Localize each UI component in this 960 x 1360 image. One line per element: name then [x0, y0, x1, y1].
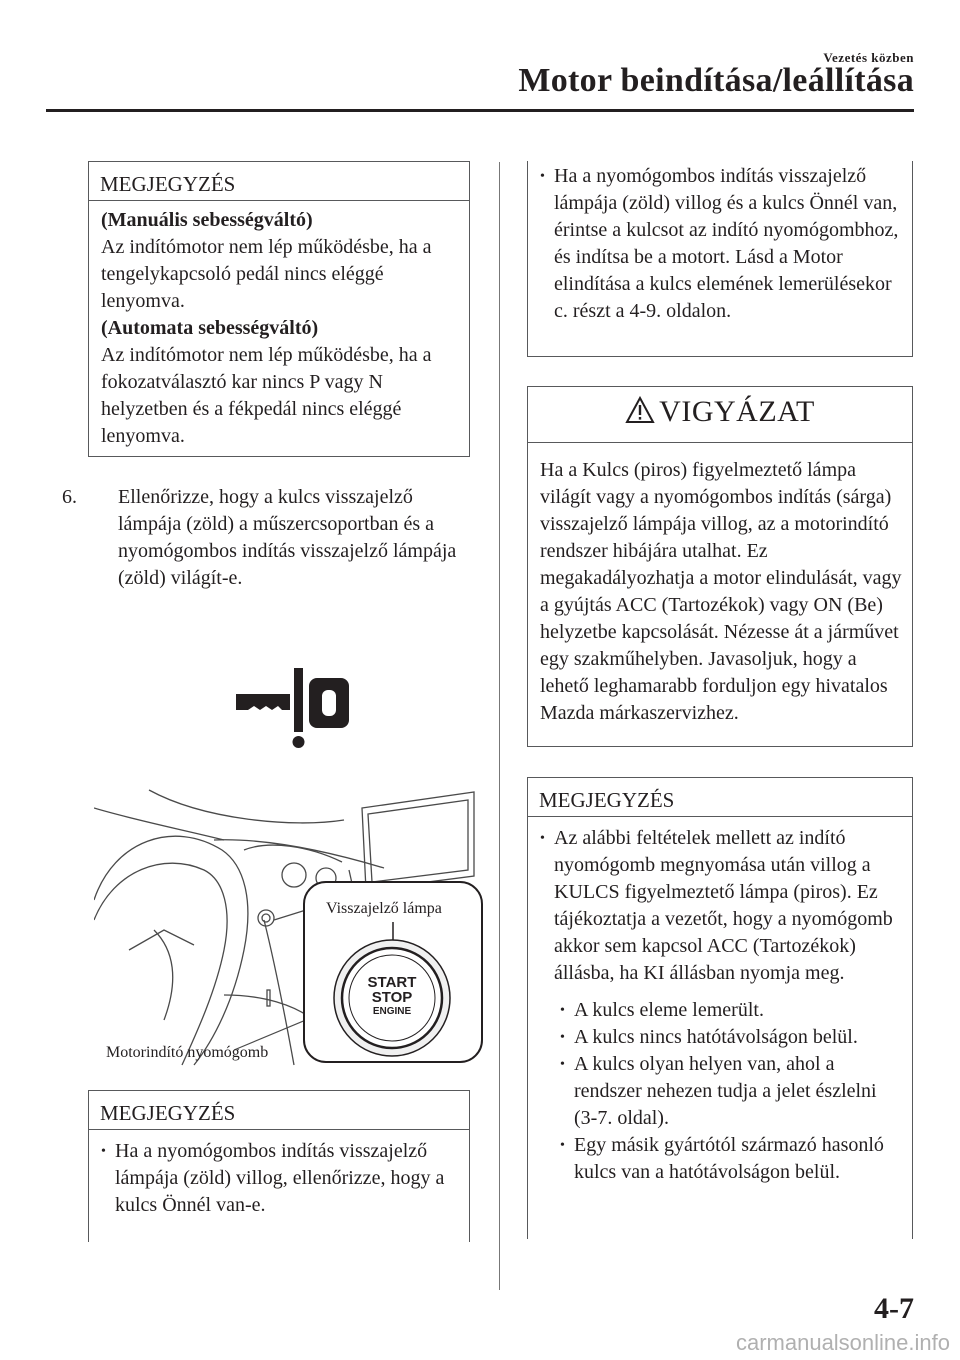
list-item — [560, 1024, 902, 1051]
page-title: Motor beindítása/leállítása — [518, 62, 914, 99]
bullet-text: Ha a nyomógombos indítás visszajelző lámpája (zöld) villog, ellenőrizze, hogy a kulcs Önnél van-e. — [115, 1140, 445, 1216]
watermark: carmanualsonline.info — [735, 1330, 950, 1355]
step-6 — [62, 484, 477, 592]
caution-box — [527, 386, 913, 747]
list-item — [560, 997, 902, 1024]
sub-bullet-text: A kulcs eleme lemerült. — [574, 999, 764, 1021]
callout-start-button: Motorindító nyomógomb — [106, 1044, 269, 1061]
note-body — [89, 201, 469, 458]
note-box-blinking — [88, 1090, 470, 1242]
bullet-dot: • — [101, 1144, 106, 1159]
callout-indicator-lamp: Visszajelző lámpa — [326, 900, 442, 917]
bullet-dot: • — [560, 1030, 565, 1045]
bullet-dot: • — [540, 831, 545, 846]
sub-bullet-text: A kulcs nincs hatótávolságon belül. — [574, 1026, 858, 1048]
note-body — [528, 817, 912, 1194]
caution-text: Ha a Kulcs (piros) figyelmeztető lámpa világít vagy a nyomógombos indítás (sárga) visszajelző lámpája villog, az a motorindító rendszer hibájára utalhat. Ez megakadályozhatja a motor elindulását, vagy a gyújtás ACC (Tartozékok) vagy ON (Be) helyzetbe kapcsolását. Nézesse át a járművet egy szakműhelyben. Javasoljuk, hogy a lehető leghamarabb forduljon egy hivatalos Mazda márkaszervizhez. — [540, 459, 902, 724]
sub-bullet-text: A kulcs olyan helyen van, ahol a rendszer nehezen tudja a jelet észlelni (3-7. oldal). — [574, 1053, 877, 1129]
bullet-dot: • — [560, 1003, 565, 1018]
column-divider — [499, 162, 500, 1290]
key-indicator-icon — [232, 660, 358, 750]
manual-transmission-heading: (Manuális sebességváltó) — [101, 209, 313, 231]
list-item — [540, 825, 902, 987]
list-item — [560, 1132, 902, 1186]
note-box-key-warning — [527, 777, 913, 1239]
list-item — [540, 163, 902, 325]
caution-title — [528, 387, 912, 442]
bullet-dot: • — [540, 169, 545, 184]
caution-title-text: VIGYÁZAT — [659, 395, 815, 428]
note-title: MEGJEGYZÉS — [100, 1101, 236, 1125]
step-text: Ellenőrizze, hogy a kulcs visszajelző lámpája (zöld) a műszercsoportban és a nyomógombos indítás visszajelző lámpája (zöld) világít-e. — [118, 486, 457, 589]
step-number: 6. — [62, 486, 77, 508]
bullet-text: Ha a nyomógombos indítás visszajelző lámpája (zöld) villog és a kulcs Önnél van, érintse a kulcsot az indító nyomógombhoz, és indítsa be a motort. Lásd a Motor elindítása a kulcs elemének lemerülésekor c. részt a 4-9. oldalon. — [554, 165, 899, 322]
note-title: MEGJEGYZÉS — [539, 788, 675, 812]
start-stop-button-label — [342, 975, 442, 1018]
note-body — [528, 161, 912, 333]
button-text-stop: STOP — [371, 989, 413, 1006]
header-rule — [46, 109, 914, 112]
manual-transmission-text: Az indítómotor nem lép működésbe, ha a tengelykapcsoló pedál nincs eléggé lenyomva. — [101, 236, 432, 312]
warning-triangle-icon — [625, 396, 655, 424]
automatic-transmission-text: Az indítómotor nem lép működésbe, ha a fokozatválasztó kar nincs P vagy N helyzetben és a fékpedál nincs eléggé lenyomva. — [101, 344, 432, 447]
note-box-transmission — [88, 161, 470, 457]
page-number: 4-7 — [874, 1292, 914, 1325]
bullet-dot: • — [560, 1138, 565, 1153]
button-text-engine: ENGINE — [372, 1006, 412, 1017]
section-header: Vezetés közben — [823, 50, 914, 65]
note-box-continued — [527, 161, 913, 357]
sub-bullet-text: Egy másik gyártótól származó hasonló kulcs van a hatótávolságon belül. — [574, 1134, 884, 1183]
bullet-dot: • — [560, 1057, 565, 1072]
list-item — [560, 1051, 902, 1132]
button-text-start: START — [367, 974, 417, 991]
dashboard-illustration — [94, 780, 484, 1070]
automatic-transmission-heading: (Automata sebességváltó) — [101, 317, 319, 339]
bullet-text: Az alábbi feltételek mellett az indító nyomógomb megnyomása után villog a KULCS figyelmeztető lámpa (piros). Ez tájékoztatja a vezetőt, hogy a nyomógomb akkor sem kapcsol ACC (Tartozékok) állásba, ha KI állásban nyomja meg. — [554, 827, 893, 984]
list-item — [101, 1138, 459, 1219]
note-title: MEGJEGYZÉS — [100, 172, 236, 196]
note-body — [89, 1130, 469, 1227]
